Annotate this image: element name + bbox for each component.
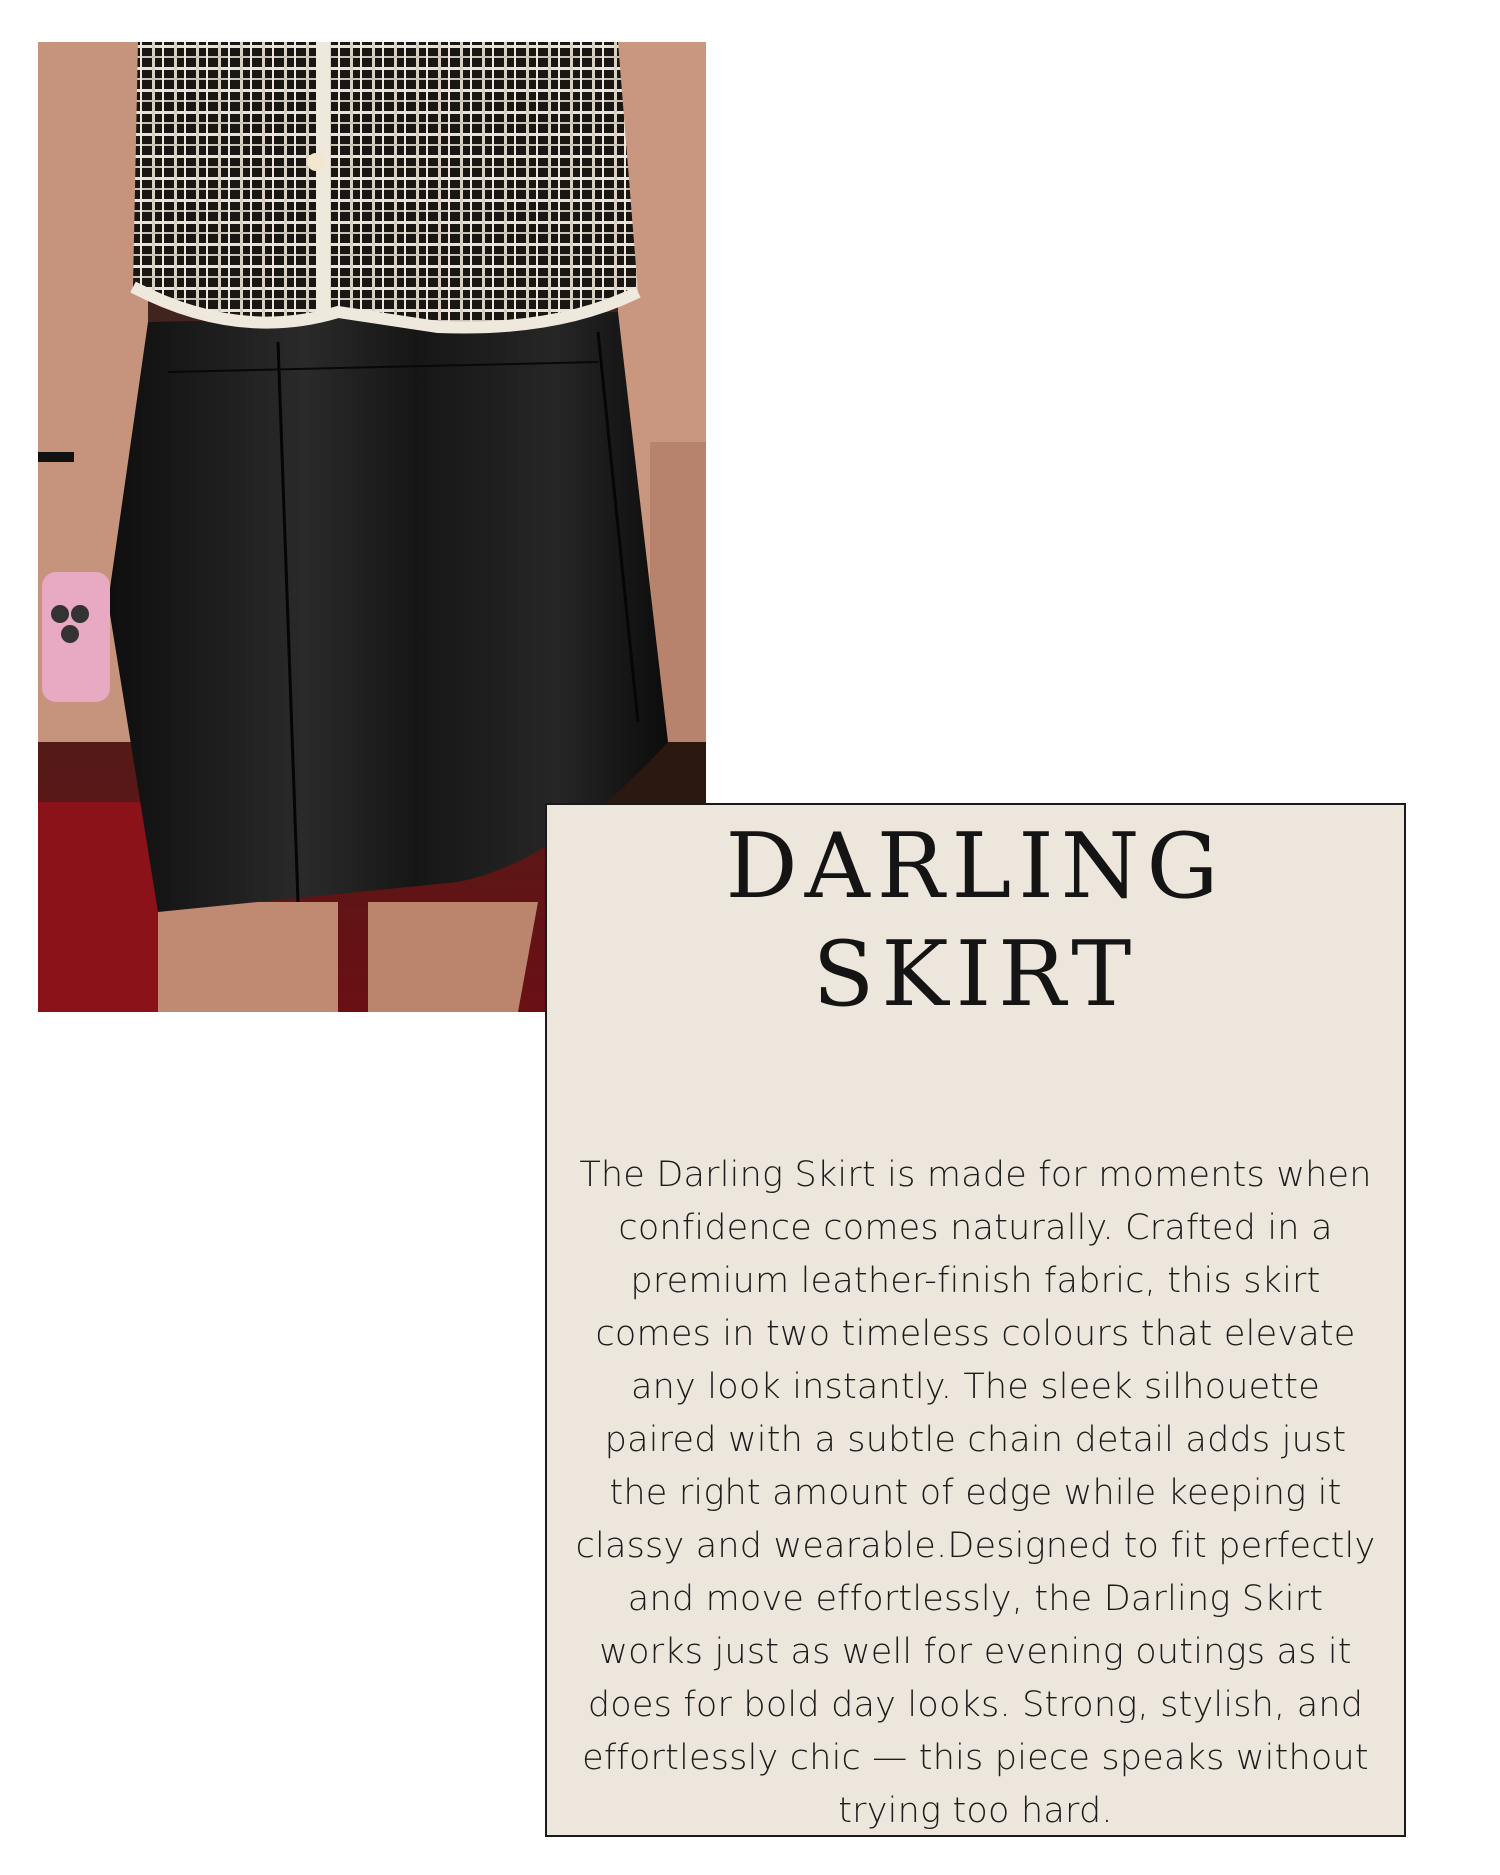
product-title: DARLING SKIRT [725,814,1226,1027]
product-info-card [545,803,1406,1837]
product-description: The Darling Skirt is made for moments when confidence comes naturally. Crafted in a premium leather-finish fabric, this skirt comes in two timeless colours that elevate any look instantly. The sleek silhouette paired with a subtle chain detail adds just the right amount of edge while keeping it classy and wearable.Designed to fit perfectly and move effortlessly, the Darling Skirt works just as well for evening outings as it does for bold day looks. Strong, stylish, and effortlessly chic — this piece speaks without trying too hard. [575,1155,1376,1831]
